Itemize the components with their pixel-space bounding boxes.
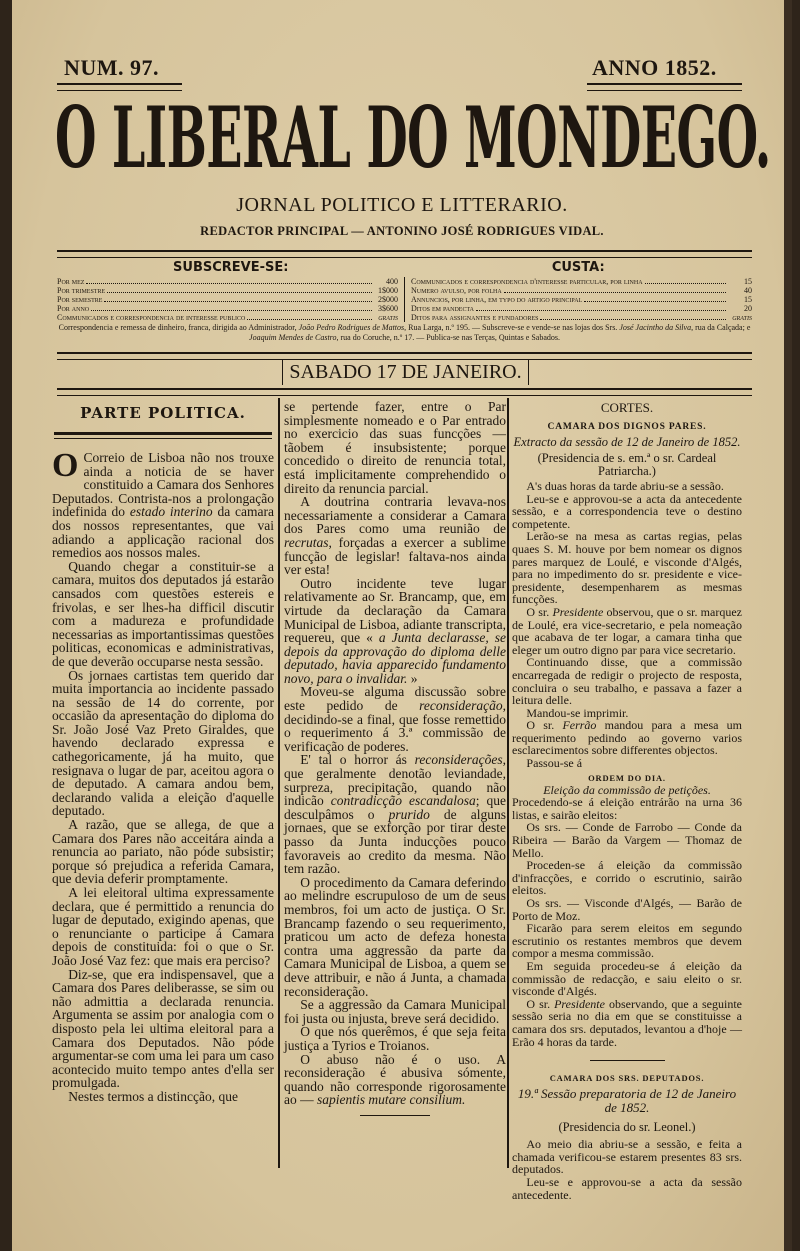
price-label: Por semestre <box>57 295 103 304</box>
text-run: , que geralmente denotão leviandade, surpreza, precipitação, quando não indicão <box>284 752 506 809</box>
text-run: » <box>407 670 418 686</box>
text-run: Leu-se e approvou-se a acta da antecedente sessão, e a correspondencia teve o destino competente. <box>512 491 742 531</box>
italic-text: a Junta declarasse, se depois da approvação do diploma delle deputado, havia apparecido fundamento novo, para o invalidar. <box>284 630 506 686</box>
chamber-heading: CAMARA DOS DIGNOS PARES. <box>547 422 707 432</box>
scan-edge <box>784 0 792 1251</box>
price-value: 40 <box>744 286 752 295</box>
price-value: 400 <box>386 277 398 286</box>
divider <box>57 250 752 258</box>
italic-text: Joaquim Mendes de Castro <box>249 333 337 342</box>
italic-text: reconsideração <box>419 698 503 714</box>
text-run: mandou para a mesa um requerimento pedindo ao governo varios esclarecimentos sobre differentes objectos. <box>512 718 742 758</box>
price-row <box>411 313 752 322</box>
text-run: O sr. <box>526 996 555 1011</box>
text-run: , forçadas a exercer a sublime funcção de legislar! faltava-nos ainda ver esta! <box>284 534 506 578</box>
presidency: (Presidencia de s. em.ª o sr. Cardeal Patriarcha.) <box>537 451 717 478</box>
price-label: Annuncios, por linha, em typo do artigo principal <box>411 295 583 304</box>
text-run: Proceden-se á eleição da commissão d'infracções, e corrido o escrutinio, sairão eleitos. <box>512 858 742 898</box>
price-value: 15 <box>744 277 752 286</box>
text-run: Nestes termos a distincção, que <box>68 1088 239 1104</box>
text-run: Correspondencia e remessa de dinheiro, franca, dirigida ao Administrador, <box>58 323 299 332</box>
text-run: , rua da Calçada; e <box>691 323 751 332</box>
text-run: Quando chegar a constituir-se a camara, muitos dos deputados já estarão cansados com questões estereis e frivolas, e ser lhes-ha difficil discutir com a madureza e profundidade necessarias as importantissimas questões politicas, economicas e administrativas, de que deverão occuparse nesta sessão. <box>52 558 274 669</box>
text-run: Diz-se, que era indispensavel, que a Camara dos Pares deliberasse, se sim ou não admittia a declarada renuncia. Argumenta se assim por analogia com o disposto pela lei ultima eleitoral para a Camara dos Deputados. Não póde argumentar-se com uma lei para um caso acontecido muito tempo antes d'ella ser promulgada. <box>52 966 274 1091</box>
dot-leader <box>91 310 372 311</box>
text-run: Procedendo-se á eleição entrárão na urna 36 listas, e sairão eleitos: <box>512 795 742 822</box>
divider <box>57 388 752 396</box>
text-run: , Rua Larga, n.º 195. — Subscreve-se e vende-se nas lojas dos Srs. <box>404 323 620 332</box>
article-paragraph <box>284 753 506 875</box>
article-paragraph <box>512 530 742 606</box>
article-paragraph <box>284 577 506 686</box>
article-paragraph <box>52 560 274 669</box>
newspaper-page <box>12 0 792 1251</box>
drop-cap: O <box>52 447 79 484</box>
dot-leader <box>86 283 372 284</box>
article-paragraph <box>512 922 742 960</box>
masthead-subtitle: JORNAL POLITICO E LITTERARIO. <box>236 194 568 216</box>
price-row <box>411 304 752 313</box>
issue-year: ANNO 1852. <box>592 55 717 80</box>
article-paragraph <box>512 859 742 897</box>
price-row <box>57 277 398 286</box>
article-paragraph <box>512 1138 742 1176</box>
order-heading: ORDEM DO DIA. <box>588 772 666 783</box>
order-subheading: Eleição da commissão de petições. <box>543 782 711 797</box>
article-paragraph <box>52 447 274 561</box>
chamber-heading: CAMARA DOS SRS. DEPUTADOS. <box>549 1073 705 1084</box>
issue-number: NUM. 97. <box>64 55 160 80</box>
text-run: O abuso não é o uso. A reconsideração é abusiva sómente, quando não corresponde rigorosamente ao — <box>284 1051 506 1108</box>
dot-leader <box>584 301 726 302</box>
price-value: 3$600 <box>378 304 398 313</box>
italic-text: prurido <box>388 806 430 822</box>
text-run: Moveu-se alguma discussão sobre este pedido de <box>284 684 506 714</box>
divider <box>54 432 272 439</box>
text-run: da camara dos nossos representantes, que vai adiando a applicação racional dos remedios aos nossos males. <box>52 504 274 561</box>
dot-leader <box>107 292 372 293</box>
text-run: O que nós querêmos, é que seja feita justiça a Tyrios e Troianos. <box>284 1024 506 1053</box>
text-run: Ao meio dia abriu-se a sessão, e feita a chamada verificou-se estarem presentes 83 srs. deputados. <box>512 1137 742 1177</box>
text-run: A lei eleitoral ultima expressamente declara, que é permittido a renuncia do lugar de deputado, exigindo apenas, que o renunciante o participe á Camara depois de constituida: foi o que o Sr. João José Vaz fez: que mais era perciso? <box>52 885 274 968</box>
article-paragraph <box>512 719 742 757</box>
text-run: Se a aggressão da Camara Municipal foi justa ou injusta, breve será decidido. <box>284 997 506 1026</box>
session-title: 19.ª Sessão preparatoria de 12 de Janeiro de 1852. <box>517 1086 737 1116</box>
text-run: O sr. <box>526 718 563 733</box>
italic-text: recrutas <box>284 534 329 550</box>
dot-leader <box>540 319 726 320</box>
masthead-title: O LIBERAL DO MONDEGO. <box>55 88 771 187</box>
price-value: gratis <box>378 313 398 322</box>
text-run: O sr. <box>526 604 553 619</box>
text-run: O procedimento da Camara deferindo ao melindre escrupuloso de um de seus membros, foi um acto de justiça. O Sr. Brancamp fazendo o seu requerimento, praticou um acto de defeza honesta contra uma aggressão da parte da Camara Municipal de Lisboa, a quem se deve attribuir, e não á Junta, a chamada reconsideração. <box>284 874 506 999</box>
presidency: (Presidencia do sr. Leonel.) <box>558 1120 696 1135</box>
article-paragraph <box>52 968 274 1090</box>
price-label: Numero avulso, por folha <box>411 286 502 295</box>
italic-text: sapientis mutare consilium. <box>317 1092 466 1108</box>
text-run: Ficarão para serem eleitos em segundo escrutinio os restantes membros que devem compor a mesma commissão. <box>512 921 742 961</box>
text-run: A doutrina contraria levava-nos necessariamente a considerar a Camara dos Pares como uma reunião de <box>284 494 506 537</box>
issue-date: SABADO 17 DE JANEIRO. <box>282 359 529 385</box>
price-value: gratis <box>732 313 752 322</box>
text-run: , rua do Coruche, n.º 17. — Publica-se nas Terças, Quintas e Sabados. <box>336 333 560 342</box>
price-row <box>57 304 398 313</box>
text-run: Mandou-se imprimir. <box>526 705 629 720</box>
dot-leader <box>247 319 372 320</box>
divider <box>590 1060 665 1061</box>
advertising-prices <box>405 277 752 322</box>
italic-text: Ferrão <box>562 718 597 733</box>
cost-heading: CUSTA: <box>551 260 605 275</box>
article-paragraph <box>284 998 506 1025</box>
article-paragraph <box>512 897 742 922</box>
price-value: 15 <box>744 295 752 304</box>
price-value: 20 <box>744 304 752 313</box>
subscription-footer <box>57 323 752 343</box>
italic-text: contradicção escandalosa <box>330 793 476 809</box>
text-run: Os srs. — Visconde d'Algés, — Barão de Porto de Moz. <box>512 896 742 923</box>
text-run: Outro incidente teve lugar relativamente ao Sr. Brancamp, que, em virtude da declaração da Camara Municipal de Lisboa, adiante transcripta, requereu, que « <box>284 575 506 646</box>
price-label: Ditos para assignantes e fundadores <box>411 313 539 322</box>
article-paragraph <box>512 757 742 770</box>
article-paragraph <box>512 1176 742 1201</box>
text-run: Continuando disse, que a commissão encarregada de redigir o projecto de resposta, concluira o seu trabalho, e passava a fazer a leitura delle. <box>512 655 742 708</box>
article-paragraph <box>284 1053 506 1107</box>
price-label: Ditos em pandecta <box>411 304 474 313</box>
column-divider <box>278 398 280 1168</box>
subscription-prices <box>57 277 405 322</box>
text-run: se pertende fazer, entre o Par simplesmente nomeado e o Par entrado no exercicio das suas funcções — tãobem é insubsistente; porque concedido o direito de renuncia total, está implicitamente comprehendido o direito da renuncia parcial. <box>284 399 506 496</box>
italic-text: José Jacintho da Silva <box>619 323 692 332</box>
price-row <box>411 295 752 304</box>
article-paragraph <box>512 796 742 821</box>
italic-text: Presidente <box>552 604 604 619</box>
italic-text: estado interino <box>129 504 213 520</box>
article-paragraph <box>512 493 742 531</box>
divider <box>360 1115 430 1116</box>
price-label: Communicados e correspondencia de interesse publico <box>57 313 246 322</box>
price-label: Por anno <box>57 304 90 313</box>
price-label: Communicados e correspondencia d'interesse particular, por linha <box>411 277 643 286</box>
italic-text: Presidente <box>554 996 605 1011</box>
dot-leader <box>645 283 726 284</box>
section-heading: PARTE POLITICA. <box>80 404 246 422</box>
article-paragraph <box>512 606 742 656</box>
subscription-heading: SUBSCREVE-SE: <box>173 260 289 275</box>
text-run: ; que desculpâmos o <box>284 793 506 822</box>
section-heading: CORTES. <box>600 400 654 415</box>
masthead-title-wrap <box>55 88 771 187</box>
price-row <box>57 286 398 295</box>
text-run: A's duas horas da tarde abriu-se a sessão. <box>526 479 724 493</box>
text-run: Lerão-se na mesa as cartas regias, pelas quaes S. M. houve por bem nomear os dignos pares marquez de Loulé, e visconde d'Algés, para no impedimento do sr. presidente e vice-presidente, desempenharem as mesmas funcções. <box>512 529 742 607</box>
article-paragraph <box>512 821 742 859</box>
article-paragraph <box>52 886 274 968</box>
italic-text: João Pedro Rodrigues de Mattos <box>298 323 405 332</box>
redactor-line: REDACTOR PRINCIPAL — ANTONINO JOSÉ RODRIGUES VIDAL. <box>200 224 604 238</box>
italic-text: reconsiderações <box>414 752 503 768</box>
text-run: Os jornaes cartistas tem querido dar muita importancia ao incidente passado na sessão de 14 do corrente, por occasião da apresentação do diploma do Sr. João José Vaz Preto Giraldes, que havendo declarado expressa e cathegoricamente, já ha muito, que resignava o lugar de par, aceitou agora o de deputado. A camara andou bem, declarando valida a eleição d'aquelle deputado. <box>52 667 274 819</box>
price-row <box>57 313 398 322</box>
article-paragraph <box>52 1090 274 1104</box>
subscription-block <box>57 260 752 343</box>
price-label: Por trimestre <box>57 286 106 295</box>
article-paragraph <box>512 656 742 706</box>
article-paragraph <box>512 998 742 1048</box>
text-run: de alguns jornaes, que se exforção por tirar deste passo da Junta inducções pouco favoraveis ao credito da mesma. Não tem razão. <box>284 806 506 877</box>
article-paragraph <box>284 400 506 495</box>
text-run: Os srs. — Conde de Farrobo — Conde da Ribeira — Barão da Vargem — Thomaz de Mello. <box>512 820 742 860</box>
text-run: Correio de Lisboa não nos trouxe ainda a noticia de se haver constituido a Camara dos Senhores Deputados. Contrista-nos a prolongação indefinida do <box>52 450 274 520</box>
price-row <box>411 286 752 295</box>
article-paragraph <box>284 876 506 998</box>
dot-leader <box>476 310 726 311</box>
text-run: Passou-se á <box>526 756 583 771</box>
text-run: Leu-se e approvou-se a acta da sessão antecedente. <box>512 1174 742 1202</box>
price-label: Por mez <box>57 277 85 286</box>
text-run: E' tal o horror ás <box>300 752 415 768</box>
article-paragraph <box>512 960 742 998</box>
text-run: Em seguida procedeu-se á eleição da commissão de redacção, e saiu eleito o sr. visconde d'Algés. <box>512 958 742 999</box>
session-title: Extracto da sessão de 12 de Janeiro de 1852. <box>513 435 741 449</box>
price-row <box>411 277 752 286</box>
article-paragraph <box>52 669 274 819</box>
price-value: 2$000 <box>378 295 398 304</box>
text-run: , decidindo-se a final, que fosse remettido o requerimento á 3.ª commissão de verificação de poderes. <box>284 698 506 754</box>
price-value: 1$000 <box>378 286 398 295</box>
text-run: observou, que o sr. marquez de Loulé, era vice-secretario, e pela nomeação que acabava de ter logar, a camara tinha que eleger um outro digno par para vice secretario. <box>512 604 742 657</box>
column-3 <box>512 400 742 1201</box>
text-run: observando, que a seguinte sessão seria no dia em que se constituisse a camara dos srs. deputados, levantou a d'hoje — Erão 4 horas da tarde. <box>512 996 742 1049</box>
dot-leader <box>104 301 372 302</box>
article-paragraph <box>284 1025 506 1052</box>
column-1 <box>52 400 274 1104</box>
article-paragraph <box>284 685 506 753</box>
column-divider <box>507 398 509 1168</box>
column-2 <box>284 400 506 1124</box>
text-run: A razão, que se allega, de que a Camara dos Pares não acceitára ainda a renuncia ao pariato, não póde subsistir; porque só prejudica a referida Camara, que devia deferir promptamente. <box>52 817 274 887</box>
article-paragraph <box>52 818 274 886</box>
article-paragraph <box>284 495 506 577</box>
dot-leader <box>504 292 726 293</box>
price-row <box>57 295 398 304</box>
